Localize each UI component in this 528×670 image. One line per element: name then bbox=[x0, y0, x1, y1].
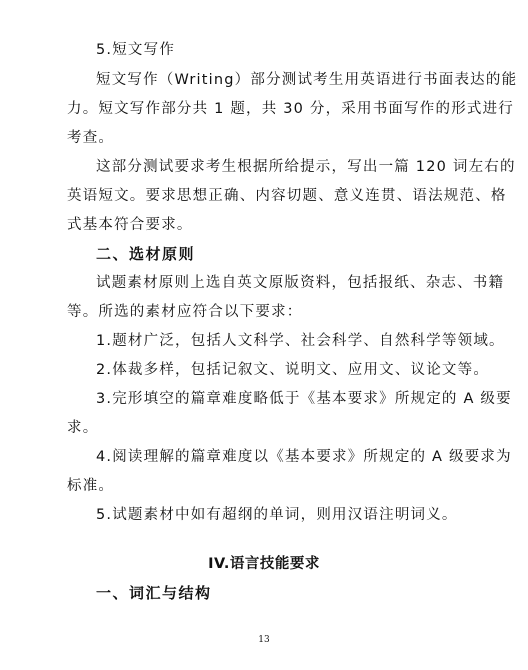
subsection-heading-writing: 5.短文写作 bbox=[96, 42, 176, 58]
paragraph-line: 英语短文。要求思想正确、内容切题、意义连贯、语法规范、格 bbox=[67, 188, 507, 204]
section-heading-vocabulary-structure: 一、词汇与结构 bbox=[96, 584, 212, 602]
list-item: 1.题材广泛，包括人文科学、社会科学、自然科学等领域。 bbox=[96, 333, 505, 349]
list-item-continuation: 标准。 bbox=[67, 478, 115, 494]
list-item: 2.体裁多样，包括记叙文、说明文、应用文、议论文等。 bbox=[96, 362, 490, 378]
list-item-continuation: 求。 bbox=[67, 420, 99, 436]
list-item: 4.阅读理解的篇章难度以《基本要求》所规定的 A 级要求为 bbox=[96, 449, 512, 465]
chapter-heading-language-skills: IV.语言技能要求 bbox=[208, 556, 320, 572]
paragraph-line: 力。短文写作部分共 1 题，共 30 分，采用书面写作的形式进行 bbox=[67, 101, 515, 117]
list-item: 3.完形填空的篇章难度略低于《基本要求》所规定的 A 级要 bbox=[96, 391, 512, 407]
list-item: 5.试题素材中如有超纲的单词，则用汉语注明词义。 bbox=[96, 507, 458, 523]
paragraph-line: 式基本符合要求。 bbox=[67, 217, 193, 233]
paragraph-line: 等。所选的素材应符合以下要求： bbox=[67, 304, 303, 320]
paragraph-line: 考查。 bbox=[67, 130, 115, 146]
paragraph-line: 这部分测试要求考生根据所给提示，写出一篇 120 词左右的 bbox=[96, 159, 516, 175]
paragraph-line: 短文写作（Writing）部分测试考生用英语进行书面表达的能 bbox=[96, 72, 518, 88]
paragraph-line: 试题素材原则上选自英文原版资料，包括报纸、杂志、书籍 bbox=[96, 275, 505, 291]
page-number: 13 bbox=[258, 635, 270, 645]
section-heading-material-selection: 二、选材原则 bbox=[96, 245, 196, 263]
